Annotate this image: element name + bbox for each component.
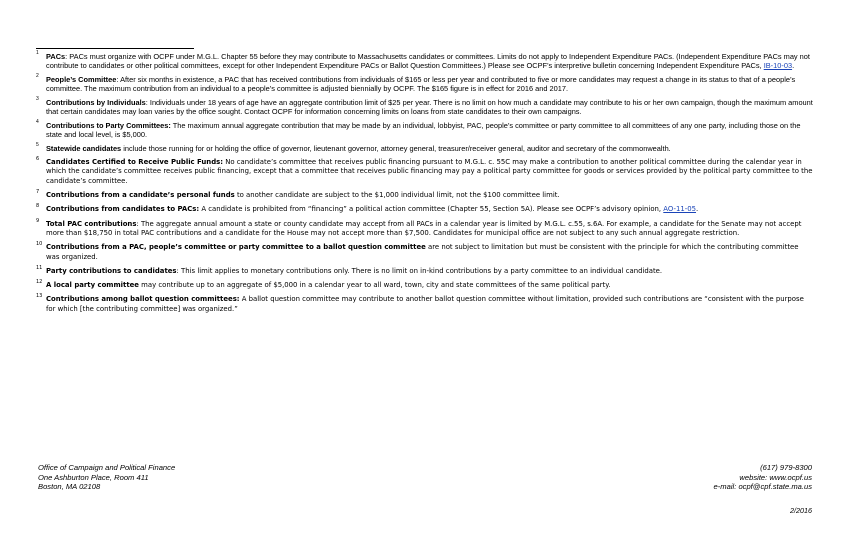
ao-11-05-link[interactable]: AO-11-05	[663, 205, 697, 214]
footnote-title: PACs	[46, 52, 66, 61]
revision-date: 2/2016	[790, 506, 812, 515]
footnote-text: may contribute up to an aggregate of $5,000 in a calendar year to all ward, town, city and state committees of the same political party.	[138, 281, 611, 290]
footnote-4	[36, 121, 814, 139]
footnote-text: A candidate is prohibited from “financing” a political action committee (Chapter 55, Section 5A). Please see OCPF’s advisory opinion,	[199, 205, 664, 214]
footnote-text: : The aggregate annual amount a state or county candidate may accept from all PACs in a calendar year is limited by M.G.L. c.55, s.6A. For example, a candidate for the Senate may not accept more than $18,750 in total PAC contributions and a candidate for the House may not accept more than $7,500. Candidates for municipal office are not subject to any such annual aggregate restriction.	[46, 219, 802, 238]
footnote-title: Contributions from a candidate’s personal funds	[46, 191, 235, 200]
footnote-title: Contributions from a PAC, people’s committee or party committee to a ballot question committee	[46, 243, 426, 252]
footnote-number: 4	[36, 119, 39, 125]
footnote-text: The maximum annual aggregate contribution that may be made by an individual, lobbyist, PAC, people’s committee or party committee to all committees of any one party, including those on the state and local level, is $5,000.	[46, 121, 801, 140]
office-name: Office of Campaign and Political Finance	[38, 463, 176, 472]
footnote-title: People’s Committee	[46, 75, 117, 84]
footnote-text: : After six months in existence, a PAC that has received contributions from individuals of $165 or less per year and contributed to five or more candidates may request a change in its status to that of a people’s committee. The maximum contribution from an individual to a people’s committee is adjusted biennially by OCPF. The $165 figure is in effect for 2016 and 2017.	[46, 75, 796, 94]
footnote-title: Contributions to Party Committees:	[46, 121, 171, 130]
footnote-title: Candidates Certified to Receive Public Funds:	[46, 157, 224, 166]
footnote-text: No candidate’s committee that receives public financing pursuant to M.G.L. c. 55C may make a contribution to another political committee during the calendar year in which the candidate’s committee receives public financing, except that a committee that receives public financing may pay a political party committee for goods or services provided by the political party committee to the candidate’s committee.	[46, 157, 813, 185]
footnote-11	[36, 267, 814, 277]
address-line-1: One Ashburton Place, Room 411	[38, 472, 149, 482]
footnote-number: 10	[36, 241, 43, 248]
footnotes-list	[36, 52, 814, 319]
ib-10-03-link[interactable]: IB-10-03	[763, 61, 793, 71]
footnote-number: 13	[36, 293, 43, 300]
footnote-2	[36, 75, 814, 93]
footnote-title: Contributions from candidates to PACs:	[46, 205, 200, 214]
footnote-text: are not subject to limitation but must be consistent with the principle for which the contributing committee was organized.	[46, 243, 799, 261]
footnote-8	[36, 205, 814, 215]
footnote-9	[36, 217, 814, 239]
footnote-number: 5	[36, 142, 39, 148]
footnote-7	[36, 191, 814, 201]
footnote-number: 1	[36, 50, 39, 56]
footnote-number: 6	[36, 155, 40, 162]
phone-number: (617) 979-8300	[760, 463, 812, 472]
footnote-12	[36, 281, 814, 291]
address-line-2: Boston, MA 02108	[38, 482, 101, 492]
footnote-number: 8	[36, 203, 40, 210]
footnote-text-end: .	[696, 205, 699, 214]
email[interactable]: e-mail: ocpf@cpf.state.ma.us	[713, 482, 812, 492]
footnote-number: 12	[36, 279, 43, 286]
footnote-title: Contributions among ballot question committees:	[46, 295, 240, 304]
footnote-text-end: .	[792, 61, 795, 71]
footnote-number: 9	[36, 217, 40, 224]
website[interactable]: website: www.ocpf.us	[739, 472, 812, 482]
footnote-number: 11	[36, 265, 43, 272]
footnote-text: to another candidate are subject to the $1,000 individual limit, not the $100 committee limit.	[234, 191, 560, 200]
footnote-title: Contributions by Individuals	[46, 98, 146, 107]
footnote-3	[36, 98, 814, 116]
footnote-1	[36, 52, 814, 70]
footnote-13	[36, 295, 814, 314]
footnote-title: Statewide candidates	[46, 144, 122, 153]
footnote-6	[36, 155, 814, 187]
footnote-text: : PACs must organize with OCPF under M.G.L. Chapter 55 before they may contribute to Massachusetts candidates or committees. Limits do not apply to Independent Expenditure PACs. (Independent Expenditure PACs may not contribute to candidates or other political committees, except for other Independent Expenditure PACs or Ballot Question Committees.) Please see OCPF’s interpretive bulletin concerning Independent Expenditure PACs,	[46, 52, 810, 71]
footnote-number: 3	[36, 96, 39, 102]
footnote-text: A ballot question committee may contribute to another ballot question committee without limitation, provided such contributions are “consistent with the purpose for which [the contributing committee] was organized.”	[46, 295, 804, 314]
footnote-text: : This limit applies to monetary contributions only. There is no limit on in-kind contributions by a party committee to an individual candidate.	[176, 267, 663, 276]
footnote-5	[36, 144, 814, 153]
footer-address-block	[38, 463, 175, 492]
footnote-text: include those running for or holding the office of governor, lieutenant governor, attorney general, treasurer/receiver general, auditor and secretary of the commonwealth.	[121, 144, 671, 153]
footnote-text: : Individuals under 18 years of age have an aggregate contribution limit of $25 per year. There is no limit on how much a candidate may contribute to his or her own campaign, though the maximum amount that certain candidates may loan varies by the office sought. Contact OCPF for information concerning limits on loans from state candidates to their own campaigns.	[46, 98, 813, 117]
footnote-title: Total PAC contributions	[46, 219, 137, 228]
footnote-title: A local party committee	[46, 281, 139, 290]
footnote-10	[36, 243, 814, 262]
footer-contact-block	[714, 463, 812, 492]
footnote-separator	[36, 48, 194, 49]
footnote-title: Party contributions to candidates	[46, 267, 177, 276]
footnote-number: 2	[36, 73, 39, 79]
footnote-number: 7	[36, 189, 40, 196]
